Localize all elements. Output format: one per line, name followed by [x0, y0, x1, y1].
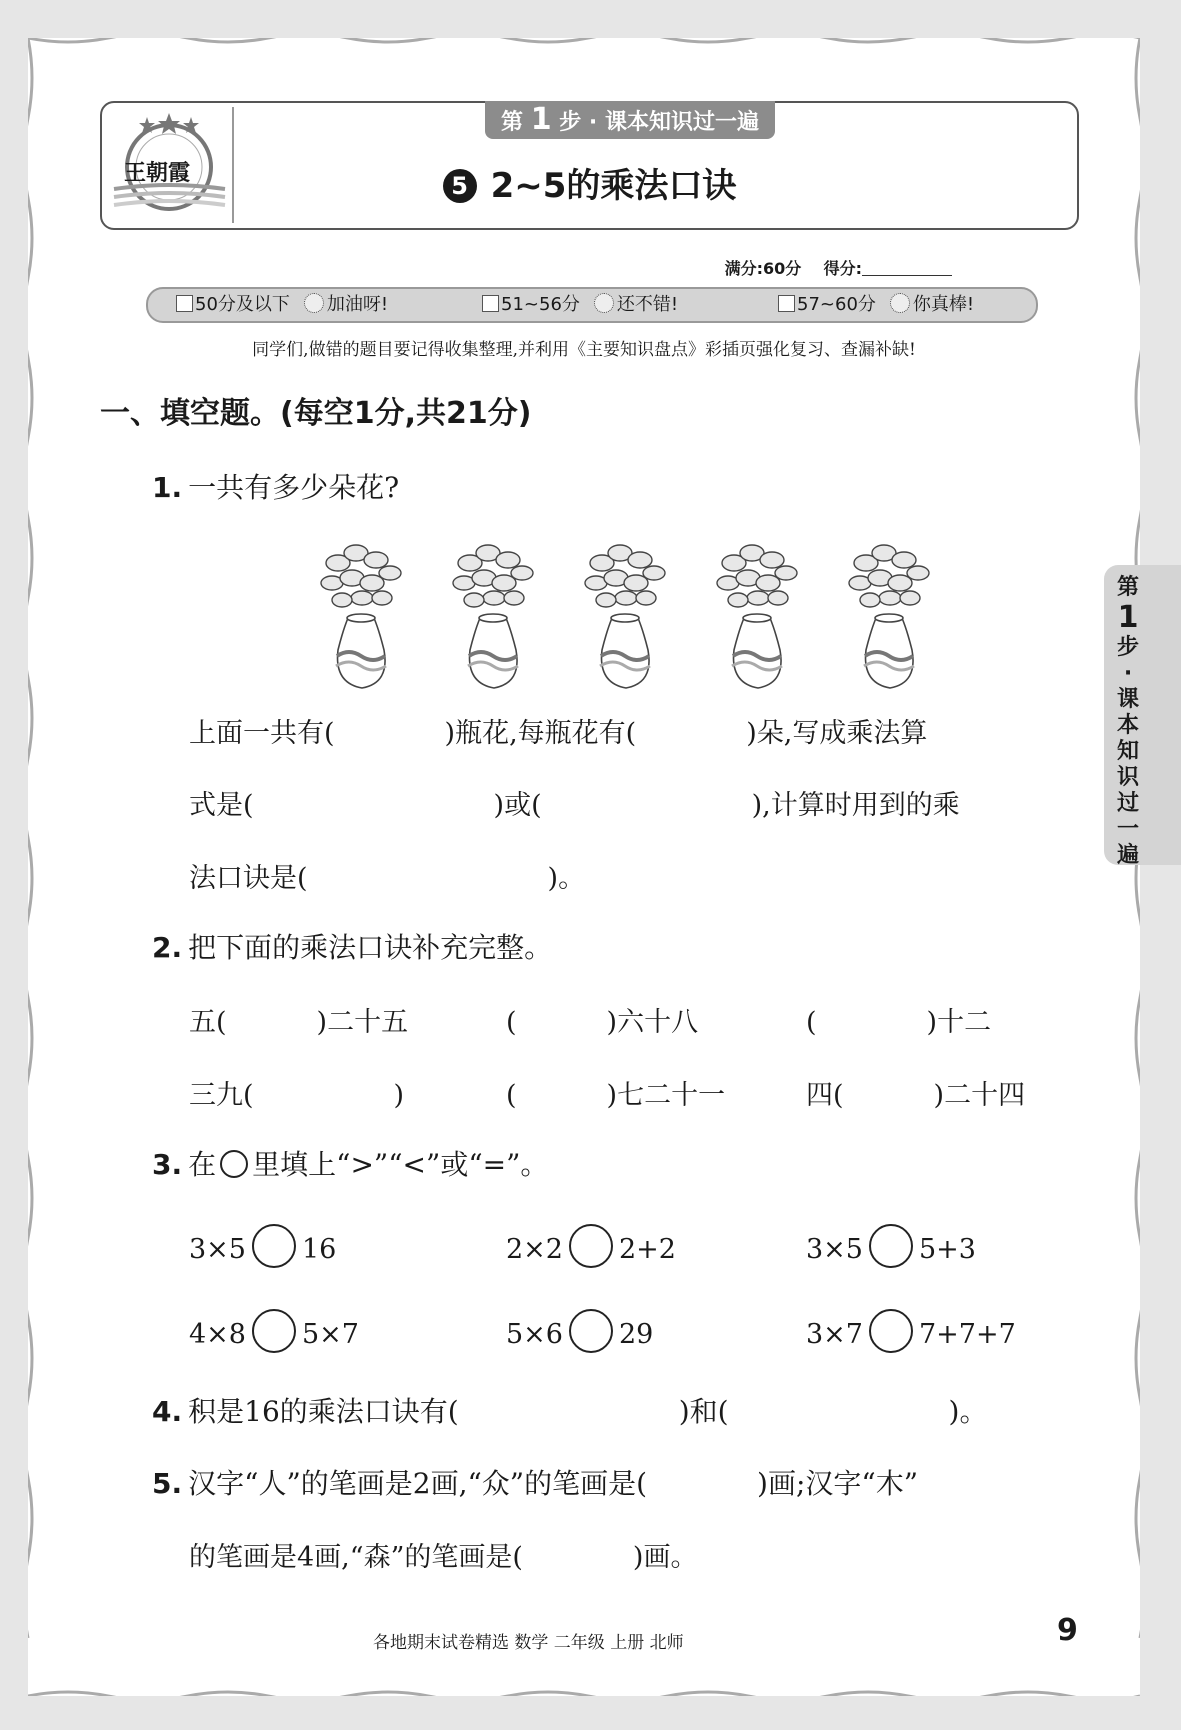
question-2	[152, 926, 552, 966]
q3-item3-right: 5+3	[918, 1234, 976, 1265]
q2-item4-a: 三九(	[189, 1080, 254, 1111]
q3-item3-left: 3×5	[806, 1234, 863, 1265]
q2-item5-a: (	[506, 1080, 517, 1111]
q4-part-c: )。	[948, 1395, 988, 1428]
q3-item-6	[806, 1309, 1016, 1353]
q2-item-3	[806, 1000, 991, 1039]
question-5	[152, 1462, 918, 1502]
q5-line2-a: 的笔画是4画,“森”的笔画是(	[189, 1542, 523, 1573]
q5-line1-b: )画;汉字“木”	[757, 1467, 919, 1500]
lesson-title	[102, 158, 1077, 207]
question-number: 4.	[152, 1395, 183, 1428]
q2-item4-b: )	[393, 1080, 405, 1111]
smile-icon	[594, 293, 614, 313]
q3-item-3	[806, 1224, 976, 1268]
score-blank[interactable]	[862, 259, 952, 276]
q3-item-4	[189, 1309, 359, 1353]
q3-item2-left: 2×2	[506, 1234, 563, 1265]
vase-5	[849, 545, 929, 688]
rating-checkbox-3[interactable]	[778, 295, 795, 312]
side-a: 第	[1116, 575, 1139, 600]
q2-item-5	[506, 1073, 725, 1112]
question-text: 一共有多少朵花?	[188, 471, 400, 504]
q2-item-1	[189, 1000, 408, 1039]
question-text-a: 在	[188, 1148, 217, 1181]
rating-range-1: 50分及以下	[195, 294, 290, 315]
side-b: 1	[1117, 600, 1139, 635]
side-tab-text	[1114, 575, 1142, 869]
q2-item5-b: )七二十一	[606, 1080, 726, 1111]
rating-msg-3: 你真棒!	[912, 294, 975, 315]
q1-line1-part-b: )瓶花,每瓶花有(	[444, 718, 637, 749]
q3-item6-right: 7+7+7	[918, 1319, 1016, 1350]
question-number: 5.	[152, 1467, 183, 1500]
lesson-number: 5	[443, 169, 477, 203]
q2-item3-a: (	[806, 1007, 817, 1038]
rating-msg-1: 加油呀!	[326, 294, 389, 315]
q2-item2-b: )六十八	[606, 1007, 699, 1038]
q3-item1-left: 3×5	[189, 1234, 246, 1265]
header-box	[100, 101, 1079, 230]
rating-checkbox-2[interactable]	[482, 295, 499, 312]
compare-circle-3[interactable]	[869, 1224, 913, 1268]
compare-circle-4[interactable]	[252, 1309, 296, 1353]
score-label: 得分:	[823, 259, 862, 278]
q2-item1-a: 五(	[189, 1007, 227, 1038]
smile-icon	[304, 293, 324, 313]
lesson-title-text: 2~5的乘法口诀	[490, 166, 737, 206]
q3-item5-right: 29	[618, 1319, 654, 1350]
rating-range-3: 57~60分	[797, 294, 876, 315]
logo-text: 王朝霞	[124, 160, 191, 186]
rating-item-1	[176, 292, 388, 318]
rating-item-3	[778, 292, 974, 318]
q3-item1-right: 16	[301, 1234, 337, 1265]
q2-item6-a: 四(	[806, 1080, 844, 1111]
step-suffix: 步 · 课本知识过一遍	[559, 110, 759, 135]
q2-item2-a: (	[506, 1007, 517, 1038]
q5-line1-a: 汉字“人”的笔画是2画,“众”的笔画是(	[188, 1467, 648, 1500]
q1-line2-part-b: )或(	[493, 790, 542, 821]
full-score: 满分:60分	[724, 259, 802, 278]
q1-line3-part-a: 法口诀是(	[189, 863, 308, 894]
step-tab	[485, 101, 775, 139]
compare-circle-5[interactable]	[569, 1309, 613, 1353]
notice-text: 同学们,做错的题目要记得收集整理,并利用《主要知识盘点》彩插页强化复习、查漏补缺!	[252, 340, 916, 360]
score-line	[725, 256, 952, 279]
flower-vases	[318, 538, 978, 698]
vase-1	[321, 545, 401, 688]
q1-line-3	[189, 856, 585, 895]
q3-item6-left: 3×7	[806, 1319, 863, 1350]
vase-3	[585, 545, 665, 688]
q3-item-2	[506, 1224, 676, 1268]
q4-part-b: )和(	[678, 1395, 729, 1428]
question-3	[152, 1143, 548, 1183]
question-1	[152, 466, 399, 506]
rating-band	[146, 287, 1038, 323]
q1-line1-part-c: )朵,写成乘法算	[746, 718, 928, 749]
compare-circle-6[interactable]	[869, 1309, 913, 1353]
rating-msg-2: 还不错!	[616, 294, 679, 315]
question-number: 2.	[152, 931, 183, 964]
q2-item3-b: )十二	[926, 1007, 992, 1038]
q3-item5-left: 5×6	[506, 1319, 563, 1350]
rating-checkbox-1[interactable]	[176, 295, 193, 312]
q3-item4-left: 4×8	[189, 1319, 246, 1350]
q2-item-4	[189, 1073, 404, 1112]
q2-item6-b: )二十四	[933, 1080, 1026, 1111]
side-tab	[1104, 565, 1181, 868]
q3-item-5	[506, 1309, 653, 1353]
q5-line-2	[189, 1535, 697, 1574]
compare-circle-1[interactable]	[252, 1224, 296, 1268]
vase-4	[717, 545, 797, 688]
rating-item-2	[482, 292, 678, 318]
section-title: 一、填空题。(每空1分,共21分)	[100, 396, 532, 431]
page-sheet	[28, 38, 1140, 1696]
q1-line2-part-a: 式是(	[189, 790, 254, 821]
side-c: 步·课本知识过一遍	[1116, 635, 1139, 868]
q2-item-2	[506, 1000, 698, 1039]
q1-line2-part-c: ),计算时用到的乘	[751, 790, 960, 821]
q5-line2-b: )画。	[632, 1542, 698, 1573]
q4-part-a: 积是16的乘法口诀有(	[188, 1395, 459, 1428]
q1-line3-part-b: )。	[547, 863, 586, 894]
vases-image	[318, 538, 978, 698]
q3-item2-right: 2+2	[618, 1234, 676, 1265]
circle-icon	[220, 1150, 248, 1178]
vase-2	[453, 545, 533, 688]
question-number: 1.	[152, 471, 183, 504]
step-prefix: 第	[501, 110, 524, 135]
q3-item-1	[189, 1224, 336, 1268]
q2-item1-b: )二十五	[316, 1007, 409, 1038]
q2-item-6	[806, 1073, 1025, 1112]
q1-line1-part-a: 上面一共有(	[189, 718, 335, 749]
footer-text: 各地期末试卷精选 数学 二年级 上册 北师	[373, 1633, 684, 1653]
step-number: 1	[530, 102, 552, 137]
compare-circle-2[interactable]	[569, 1224, 613, 1268]
smile-icon	[890, 293, 910, 313]
q1-line-1	[189, 711, 927, 750]
question-number: 3.	[152, 1148, 183, 1181]
rating-range-2: 51~56分	[501, 294, 580, 315]
question-text-b: 里填上“>”“<”或“=”。	[252, 1148, 549, 1181]
q1-line-2	[189, 783, 960, 822]
page-number: 9	[1057, 1613, 1078, 1648]
question-4	[152, 1390, 987, 1430]
q3-item4-right: 5×7	[301, 1319, 359, 1350]
question-text: 把下面的乘法口诀补充完整。	[188, 931, 553, 964]
